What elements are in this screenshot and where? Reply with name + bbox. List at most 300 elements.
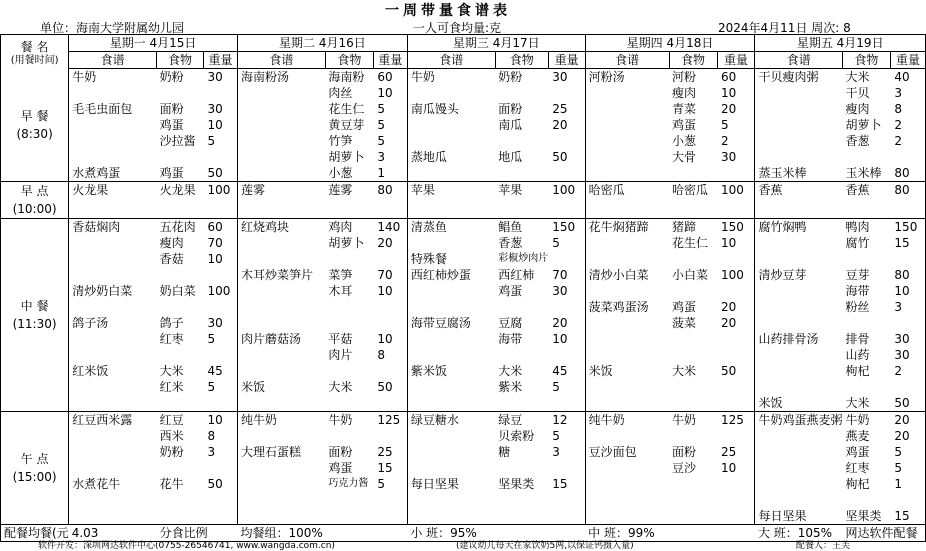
empty-cell xyxy=(69,200,157,219)
dish-name: 干贝瘦肉粥 xyxy=(758,70,819,84)
food-item: 小葱 xyxy=(672,134,697,148)
ratio-label: 分食比例 xyxy=(157,525,238,542)
day-header: 星期一 4月15日 xyxy=(69,35,238,52)
food-item: 肉片 xyxy=(328,348,353,362)
empty-cell xyxy=(669,508,717,525)
empty-cell xyxy=(373,200,407,219)
empty-cell xyxy=(157,200,204,219)
empty-cell xyxy=(585,508,669,525)
dish-name: 红米饭 xyxy=(72,364,109,378)
food-item xyxy=(495,347,548,363)
middle-class-ratio: 中 班：99% xyxy=(585,525,755,542)
dish-name: 清蒸鱼 xyxy=(410,220,447,234)
food-item xyxy=(157,460,204,476)
food-weight xyxy=(204,347,238,363)
meal-name: 早 点 xyxy=(20,184,49,198)
food-weight xyxy=(890,315,925,331)
dish-name xyxy=(585,347,669,363)
dish-name xyxy=(755,283,843,299)
food-weight: 5 xyxy=(890,460,925,476)
dish-name xyxy=(755,251,843,267)
food-weight: 5 xyxy=(373,476,407,492)
food-weight: 150 xyxy=(717,219,755,236)
empty-cell xyxy=(890,200,925,219)
meal-row xyxy=(1,283,926,299)
dish-name xyxy=(69,267,157,283)
food-item: 香葱 xyxy=(845,134,870,148)
food-item: 豆腐 xyxy=(498,316,523,330)
dish-name: 肉片蘑菇汤 xyxy=(240,332,301,346)
empty-cell xyxy=(407,395,495,412)
food-weight: 15 xyxy=(890,508,925,525)
dish-name: 纯牛奶 xyxy=(240,413,277,427)
meal-time: (8:30) xyxy=(16,126,53,141)
food-weight: 5 xyxy=(373,101,407,117)
food-weight: 30 xyxy=(204,69,238,86)
food-weight: 5 xyxy=(890,444,925,460)
food-item xyxy=(495,133,548,149)
food-item xyxy=(325,363,373,379)
food-weight: 25 xyxy=(717,444,755,460)
empty-cell xyxy=(585,395,669,412)
meal-time: (10:00) xyxy=(12,202,57,216)
dish-name xyxy=(755,117,843,133)
empty-cell xyxy=(669,492,717,508)
food-weight: 30 xyxy=(548,69,585,86)
food-item: 鸡蛋 xyxy=(159,118,184,132)
food-item: 黄豆芽 xyxy=(328,118,365,132)
food-item: 枸杞 xyxy=(845,477,870,491)
food-item: 鲳鱼 xyxy=(498,220,523,234)
food-column-header: 食物 xyxy=(495,52,548,69)
food-weight xyxy=(890,492,925,508)
per-person-label: 一人可食均量:克 xyxy=(413,21,502,35)
food-weight xyxy=(717,428,755,444)
food-item: 南瓜 xyxy=(498,118,523,132)
food-item: 竹笋 xyxy=(328,134,353,148)
food-weight: 5 xyxy=(548,428,585,444)
food-weight: 20 xyxy=(717,299,755,315)
dish-name: 米饭 xyxy=(240,380,265,394)
food-weight xyxy=(373,299,407,315)
food-item: 沙拉酱 xyxy=(159,134,196,148)
food-item: 五花肉 xyxy=(159,220,196,234)
empty-cell xyxy=(548,508,585,525)
food-item: 贝索粉 xyxy=(498,429,535,443)
empty-cell xyxy=(669,165,717,182)
empty-cell xyxy=(325,508,373,525)
empty-cell xyxy=(237,200,325,219)
food-item: 大米 xyxy=(159,364,184,378)
dish-name: 海南粉汤 xyxy=(240,70,289,84)
meal-row xyxy=(1,508,926,525)
dish-name: 木耳炒菜笋片 xyxy=(240,268,313,282)
dish-name xyxy=(585,85,669,101)
food-weight: 10 xyxy=(717,85,755,101)
food-weight xyxy=(890,149,925,165)
menu-table xyxy=(0,34,926,542)
empty-cell xyxy=(373,492,407,508)
food-weight xyxy=(204,85,238,101)
food-weight: 100 xyxy=(204,283,238,299)
food-item: 排骨 xyxy=(845,332,870,346)
meal-row xyxy=(1,395,926,412)
food-weight: 100 xyxy=(204,182,238,201)
empty-cell xyxy=(669,395,717,412)
food-weight: 10 xyxy=(204,251,238,267)
food-item: 腐竹 xyxy=(845,236,870,250)
food-item: 地瓜 xyxy=(498,150,523,164)
dish-name: 每日坚果 xyxy=(410,477,459,491)
dish-name xyxy=(585,460,669,476)
dish-column-header: 食谱 xyxy=(407,52,495,69)
food-weight: 20 xyxy=(717,101,755,117)
food-weight: 8 xyxy=(890,101,925,117)
food-item xyxy=(325,299,373,315)
dish-name xyxy=(755,299,843,315)
food-item: 绿豆 xyxy=(498,413,523,427)
dish-name: 香菇焖肉 xyxy=(72,220,121,234)
food-weight: 20 xyxy=(373,235,407,251)
food-item: 粉丝 xyxy=(845,300,870,314)
dish-name: 花牛焖猪蹄 xyxy=(588,220,649,234)
food-item: 瘦肉 xyxy=(845,102,870,116)
empty-cell xyxy=(325,492,373,508)
column-header-row xyxy=(1,52,926,69)
food-item: 牛奶 xyxy=(328,413,353,427)
food-weight: 10 xyxy=(204,412,238,429)
food-weight: 2 xyxy=(890,133,925,149)
empty-cell xyxy=(669,200,717,219)
empty-cell xyxy=(204,508,238,525)
food-weight: 10 xyxy=(548,331,585,347)
food-weight xyxy=(204,299,238,315)
food-item: 菜笋 xyxy=(328,268,353,282)
food-item xyxy=(157,299,204,315)
day-header: 星期四 4月18日 xyxy=(585,35,755,52)
food-item: 河粉 xyxy=(672,70,697,84)
food-item xyxy=(495,85,548,101)
dish-name xyxy=(585,117,669,133)
empty-cell xyxy=(495,395,548,412)
food-item: 大米 xyxy=(845,70,870,84)
brand-label: 网达软件配餐 xyxy=(842,525,925,542)
meal-name: 中 餐 xyxy=(20,299,49,313)
food-weight: 8 xyxy=(204,428,238,444)
food-weight xyxy=(204,460,238,476)
dish-name xyxy=(407,133,495,149)
food-item: 西米 xyxy=(159,429,184,443)
food-weight: 15 xyxy=(890,235,925,251)
meal-row xyxy=(1,267,926,283)
empty-cell xyxy=(237,492,325,508)
dish-name xyxy=(585,283,669,299)
dish-name xyxy=(69,347,157,363)
empty-cell xyxy=(585,165,669,182)
dish-column-header: 食谱 xyxy=(585,52,669,69)
meal-row xyxy=(1,85,926,101)
food-weight xyxy=(373,363,407,379)
food-weight: 40 xyxy=(890,69,925,86)
food-weight: 100 xyxy=(717,182,755,201)
food-item: 花生仁 xyxy=(672,236,709,250)
food-weight: 45 xyxy=(548,363,585,379)
weight-column-header: 重量 xyxy=(204,52,238,69)
empty-cell xyxy=(325,395,373,412)
food-weight: 60 xyxy=(204,219,238,236)
summary-row xyxy=(1,525,926,542)
food-weight: 50 xyxy=(717,363,755,379)
food-item: 奶粉 xyxy=(159,70,184,84)
empty-cell xyxy=(585,492,669,508)
meal-name-cell xyxy=(1,69,69,182)
meal-name-header xyxy=(1,35,69,69)
food-weight: 80 xyxy=(890,267,925,283)
food-item xyxy=(842,251,890,267)
food-weight: 80 xyxy=(890,182,925,201)
dish-name: 毛毛虫面包 xyxy=(72,102,133,116)
dish-name: 哈密瓜 xyxy=(588,183,625,197)
meal-time: (11:30) xyxy=(12,317,57,331)
food-item: 苹果 xyxy=(498,183,523,197)
food-item: 鸡蛋 xyxy=(672,118,697,132)
food-weight: 5 xyxy=(548,235,585,251)
food-item: 紫米 xyxy=(498,380,523,394)
empty-cell xyxy=(717,492,755,508)
food-item: 鸡蛋 xyxy=(845,445,870,459)
empty-cell xyxy=(548,492,585,508)
day-header-row xyxy=(1,35,926,52)
empty-cell xyxy=(495,508,548,525)
meal-row xyxy=(1,492,926,508)
dish-name xyxy=(237,315,325,331)
food-item: 香葱 xyxy=(498,236,523,250)
food-weight: 30 xyxy=(890,331,925,347)
food-item: 面粉 xyxy=(159,102,184,116)
dish-name xyxy=(407,347,495,363)
food-item xyxy=(325,428,373,444)
weight-column-header: 重量 xyxy=(717,52,755,69)
meal-row xyxy=(1,299,926,315)
food-item: 奶粉 xyxy=(159,445,184,459)
dish-name xyxy=(755,444,843,460)
empty-cell xyxy=(585,379,669,395)
empty-cell xyxy=(669,476,717,492)
food-item: 干贝 xyxy=(845,86,870,100)
food-item: 鸡蛋 xyxy=(672,300,697,314)
dish-name xyxy=(237,428,325,444)
food-item xyxy=(157,267,204,283)
food-item: 鸡蛋 xyxy=(498,284,523,298)
dish-name xyxy=(755,476,843,492)
food-weight xyxy=(204,267,238,283)
food-weight: 20 xyxy=(890,428,925,444)
food-item: 海带 xyxy=(498,332,523,346)
food-weight xyxy=(717,347,755,363)
dish-name xyxy=(237,283,325,299)
food-weight: 30 xyxy=(890,347,925,363)
dish-name: 每日坚果 xyxy=(755,508,843,525)
meal-row xyxy=(1,149,926,165)
weight-column-header: 重量 xyxy=(890,52,925,69)
dish-name: 米饭 xyxy=(755,395,843,412)
food-item: 瘦肉 xyxy=(159,236,184,250)
food-weight: 3 xyxy=(548,444,585,460)
dish-name xyxy=(237,117,325,133)
food-item: 大米 xyxy=(842,395,890,412)
food-item xyxy=(842,492,890,508)
dish-name xyxy=(237,101,325,117)
dish-name xyxy=(237,133,325,149)
dish-name: 河粉汤 xyxy=(588,70,625,84)
food-item: 巧克力酱 xyxy=(328,478,369,489)
dish-name: 绿豆糖水 xyxy=(410,413,459,427)
dish-name: 火龙果 xyxy=(72,183,109,197)
food-item: 花牛 xyxy=(159,477,184,491)
meal-time-title: (用餐时间) xyxy=(10,54,59,66)
dish-name: 牛奶 xyxy=(72,70,97,84)
food-weight: 3 xyxy=(373,149,407,165)
dish-name: 红烧鸡块 xyxy=(240,220,289,234)
dish-name xyxy=(755,101,843,117)
food-item: 鸡蛋 xyxy=(157,165,204,182)
meal-row xyxy=(1,165,926,182)
weight-column-header: 重量 xyxy=(548,52,585,69)
dish-column-header: 食谱 xyxy=(237,52,325,69)
food-weight: 70 xyxy=(548,267,585,283)
food-item: 面粉 xyxy=(498,102,523,116)
day-header: 星期三 4月17日 xyxy=(407,35,585,52)
dish-name: 清炒小白菜 xyxy=(588,268,649,282)
dish-name xyxy=(237,347,325,363)
dish-name: 牛奶鸡蛋燕麦粥 xyxy=(758,413,843,427)
dish-name xyxy=(69,235,157,251)
dish-name xyxy=(585,315,669,331)
empty-cell xyxy=(717,508,755,525)
dish-name xyxy=(407,117,495,133)
food-weight: 10 xyxy=(373,331,407,347)
food-weight: 10 xyxy=(890,283,925,299)
dish-name xyxy=(755,149,843,165)
dish-name: 水煮鸡蛋 xyxy=(69,165,157,182)
food-weight: 5 xyxy=(204,133,238,149)
empty-cell xyxy=(548,395,585,412)
food-weight: 10 xyxy=(717,235,755,251)
dish-name: 大理石蛋糕 xyxy=(240,445,301,459)
meal-row xyxy=(1,412,926,429)
food-item xyxy=(157,347,204,363)
dish-column-header: 食谱 xyxy=(69,52,157,69)
empty-cell xyxy=(495,165,548,182)
food-item: 大骨 xyxy=(672,150,697,164)
empty-cell xyxy=(495,492,548,508)
food-weight xyxy=(548,133,585,149)
avg-cost-value: 4.03 xyxy=(69,525,157,542)
food-item: 豆沙 xyxy=(672,461,697,475)
food-item: 彩椒炒肉片 xyxy=(498,253,549,264)
food-weight xyxy=(717,251,755,267)
meal-time: (15:00) xyxy=(12,470,57,484)
meal-name-title: 餐 名 xyxy=(20,39,49,54)
food-item: 哈密瓜 xyxy=(672,183,709,197)
food-weight: 45 xyxy=(204,363,238,379)
dish-name xyxy=(237,476,325,492)
empty-cell xyxy=(717,379,755,395)
meal-row xyxy=(1,444,926,460)
empty-cell xyxy=(842,200,890,219)
food-weight: 60 xyxy=(373,69,407,86)
dish-name: 清炒奶白菜 xyxy=(72,284,133,298)
meal-row xyxy=(1,69,926,86)
empty-cell xyxy=(69,395,157,412)
meal-row xyxy=(1,363,926,379)
food-item xyxy=(669,428,717,444)
staff-label: 配餐人：王芙 xyxy=(796,541,851,551)
food-weight: 3 xyxy=(204,444,238,460)
food-item: 奶白菜 xyxy=(159,284,196,298)
food-weight: 70 xyxy=(373,267,407,283)
food-weight: 10 xyxy=(373,85,407,101)
food-weight xyxy=(548,251,585,267)
food-weight: 100 xyxy=(548,182,585,201)
food-weight: 50 xyxy=(204,476,238,492)
food-weight: 60 xyxy=(717,69,755,86)
food-weight: 2 xyxy=(717,133,755,149)
dish-name: 豆沙面包 xyxy=(588,445,637,459)
dish-name xyxy=(237,165,325,182)
food-item: 豆芽 xyxy=(845,268,870,282)
dish-name xyxy=(755,85,843,101)
food-weight xyxy=(548,299,585,315)
food-item xyxy=(157,149,204,165)
dish-name xyxy=(585,235,669,251)
empty-cell xyxy=(669,379,717,395)
food-item xyxy=(842,149,890,165)
food-item: 枸杞 xyxy=(845,364,870,378)
dish-name: 腐竹焖鸭 xyxy=(758,220,807,234)
dish-name: 苹果 xyxy=(410,183,435,197)
dish-name: 莲雾 xyxy=(240,183,265,197)
day-header: 星期五 4月19日 xyxy=(755,35,926,52)
food-weight: 20 xyxy=(548,117,585,133)
dish-name xyxy=(69,85,157,101)
meal-row xyxy=(1,347,926,363)
empty-cell xyxy=(157,395,204,412)
food-weight: 8 xyxy=(373,347,407,363)
food-weight: 20 xyxy=(890,412,925,429)
meal-name: 午 点 xyxy=(20,452,49,466)
food-weight: 100 xyxy=(717,267,755,283)
dish-name xyxy=(69,428,157,444)
food-item: 香蕉 xyxy=(845,183,870,197)
food-column-header: 食物 xyxy=(842,52,890,69)
food-item: 糖 xyxy=(498,445,511,459)
food-weight xyxy=(204,149,238,165)
meal-row xyxy=(1,428,926,444)
dish-name xyxy=(237,460,325,476)
empty-cell xyxy=(373,395,407,412)
weight-column-header: 重量 xyxy=(373,52,407,69)
food-weight: 5 xyxy=(548,379,585,395)
food-weight: 50 xyxy=(890,395,925,412)
food-weight: 30 xyxy=(204,315,238,331)
food-weight: 80 xyxy=(890,165,925,182)
food-weight xyxy=(548,347,585,363)
empty-cell xyxy=(495,200,548,219)
food-item: 海带 xyxy=(845,284,870,298)
food-column-header: 食物 xyxy=(157,52,204,69)
food-item xyxy=(842,315,890,331)
